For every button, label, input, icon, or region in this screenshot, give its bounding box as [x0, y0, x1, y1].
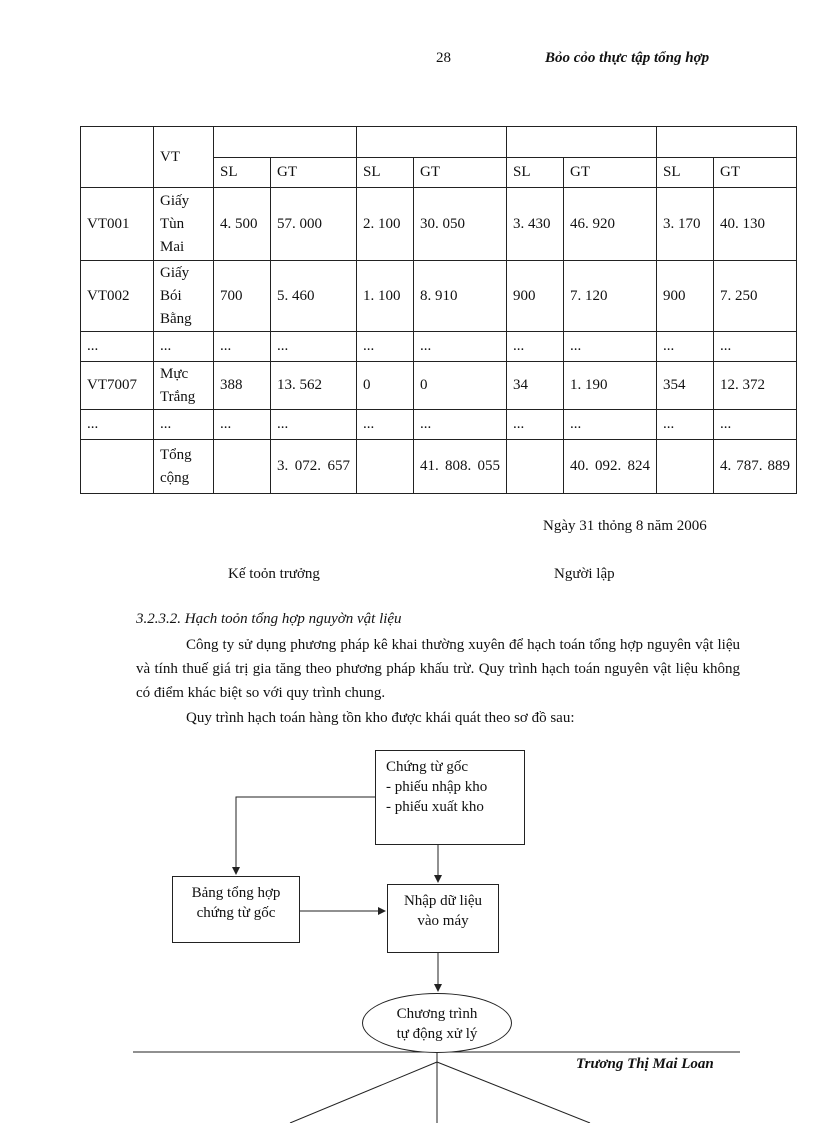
program-line-1: Chương trình: [396, 1006, 478, 1022]
row-cell: ...: [564, 332, 657, 362]
paragraph: Công ty sử dụng phương pháp kê khai thường xuyên để hạch toán tổng hợp nguyên vật liệu và tính thuế giá trị gia tăng theo phương pháp khấu trừ. Quy trình hạch toán nguyên vật liệu không có điểm khác biệt so với quy trình chung.: [136, 637, 740, 701]
row-cell: 13. 562: [271, 362, 357, 410]
row-cell: 1. 190: [564, 362, 657, 410]
chief-accountant-label: Kế toỏn trưởng: [228, 566, 320, 582]
section-heading: 3.2.3.2. Hạch toỏn tổng hợp nguyờn vật liệu: [136, 611, 402, 627]
row-cell: 34: [507, 362, 564, 410]
receipt-slip-line: - phiếu nhập kho: [386, 779, 488, 795]
data-entry-line-2: vào máy: [417, 913, 469, 929]
header-title: Bỏo cỏo thực tập tổng hợp: [545, 50, 710, 66]
row-cell: ...: [414, 410, 507, 440]
total-value: 3. 072. 657: [271, 440, 357, 494]
data-entry-line-1: Nhập dữ liệu: [403, 893, 483, 909]
issue-slip-line: - phiếu xuất kho: [386, 799, 484, 815]
row-cell: 30. 050: [414, 188, 507, 261]
row-cell: 900: [507, 261, 564, 332]
row-cell: ...: [657, 332, 714, 362]
row-name: Mực Trắng: [154, 362, 214, 410]
row-name: ...: [154, 332, 214, 362]
total-value: 40. 092. 824: [564, 440, 657, 494]
row-name: Giấy Bói Bằng: [154, 261, 214, 332]
row-name: ...: [154, 410, 214, 440]
total-value: 4. 787. 889: [714, 440, 797, 494]
row-cell: ...: [271, 332, 357, 362]
row-cell: 5. 460: [271, 261, 357, 332]
footer-author: Trương Thị Mai Loan: [576, 1056, 714, 1072]
row-cell: 3. 170: [657, 188, 714, 261]
subheader-cell: GT: [271, 158, 357, 188]
row-cell: ...: [214, 332, 271, 362]
date-line: Ngày 31 thỏng 8 năm 2006: [543, 518, 707, 534]
arrow-source-to-summary: [236, 797, 375, 874]
row-cell: 700: [214, 261, 271, 332]
row-code: VT001: [81, 188, 154, 261]
source-documents-box: [375, 750, 525, 845]
row-cell: 354: [657, 362, 714, 410]
row-cell: ...: [357, 332, 414, 362]
row-cell: ...: [357, 410, 414, 440]
summary-line-1: Bảng tổng hợp: [191, 885, 281, 901]
row-cell: 12. 372: [714, 362, 797, 410]
row-cell: ...: [657, 410, 714, 440]
row-cell: 0: [414, 362, 507, 410]
row-cell: 57. 000: [271, 188, 357, 261]
program-line-2: tự động xử lý: [396, 1026, 478, 1042]
row-cell: 900: [657, 261, 714, 332]
page-number: 28: [436, 50, 451, 66]
row-code: ...: [81, 332, 154, 362]
data-entry-box: [387, 884, 499, 953]
row-cell: 3. 430: [507, 188, 564, 261]
row-cell: 7. 120: [564, 261, 657, 332]
row-cell: ...: [214, 410, 271, 440]
row-cell: 388: [214, 362, 271, 410]
row-code: VT7007: [81, 362, 154, 410]
preparer-label: Người lập: [554, 566, 615, 582]
summary-table-box: [172, 876, 300, 943]
row-cell: 4. 500: [214, 188, 271, 261]
row-cell: 8. 910: [414, 261, 507, 332]
header-cell-vt: VT: [154, 127, 214, 188]
subheader-cell: SL: [507, 158, 564, 188]
row-cell: 1. 100: [357, 261, 414, 332]
row-cell: 46. 920: [564, 188, 657, 261]
row-cell: 2. 100: [357, 188, 414, 261]
subheader-cell: GT: [564, 158, 657, 188]
paragraph: Quy trình hạch toán hàng tồn kho được khái quát theo sơ đồ sau:: [186, 710, 575, 726]
row-cell: ...: [271, 410, 357, 440]
row-cell: 7. 250: [714, 261, 797, 332]
fan-line-left: [290, 1062, 437, 1123]
subheader-cell: SL: [214, 158, 271, 188]
auto-processing-ellipse: [362, 993, 512, 1053]
row-code: VT002: [81, 261, 154, 332]
source-documents-title: Chứng từ gốc: [386, 759, 469, 775]
row-cell: ...: [507, 410, 564, 440]
subheader-cell: SL: [357, 158, 414, 188]
row-cell: ...: [564, 410, 657, 440]
row-code: ...: [81, 410, 154, 440]
subheader-cell: SL: [657, 158, 714, 188]
row-cell: ...: [507, 332, 564, 362]
subheader-cell: GT: [414, 158, 507, 188]
total-label: Tổng cộng: [154, 440, 214, 494]
row-cell: ...: [714, 410, 797, 440]
row-cell: ...: [714, 332, 797, 362]
row-name: Giấy Tùn Mai: [154, 188, 214, 261]
fan-line-right: [437, 1062, 590, 1123]
subheader-cell: GT: [714, 158, 797, 188]
row-cell: 40. 130: [714, 188, 797, 261]
total-value: 41. 808. 055: [414, 440, 507, 494]
summary-line-2: chứng từ gốc: [196, 905, 276, 921]
row-cell: 0: [357, 362, 414, 410]
row-cell: ...: [414, 332, 507, 362]
